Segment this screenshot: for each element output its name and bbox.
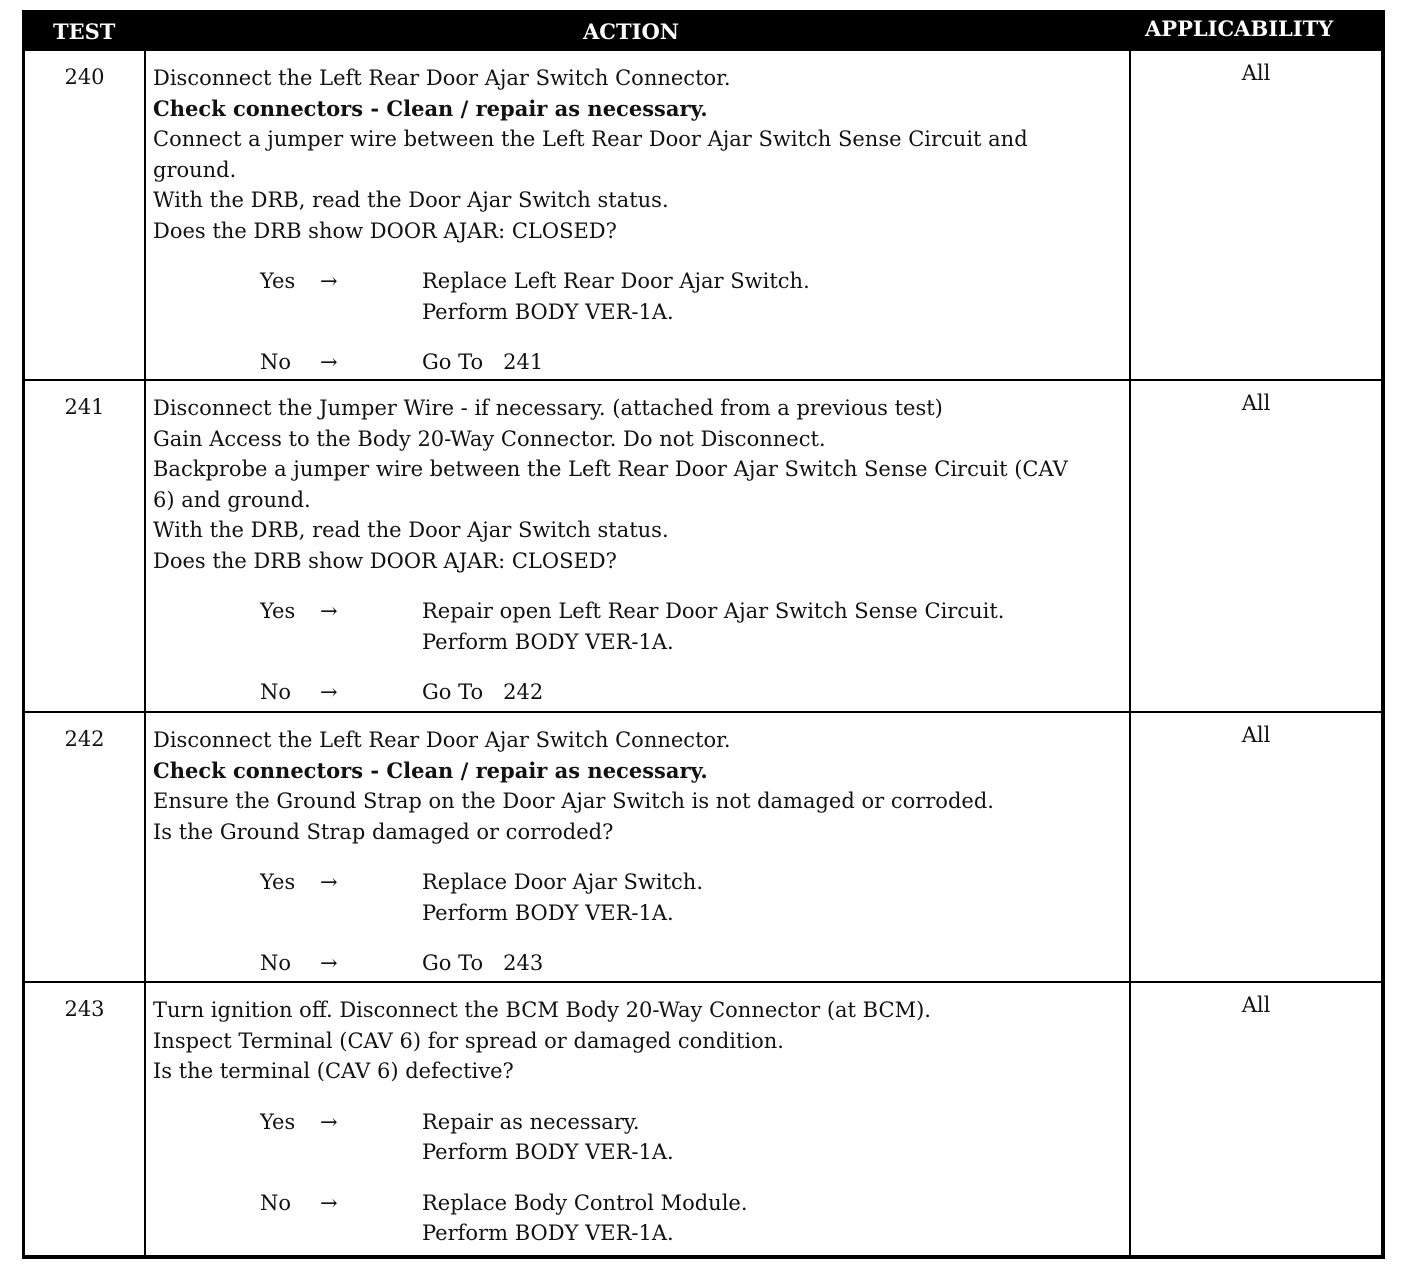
table-row [25, 983, 1381, 1255]
branch-result: Go To 242 [422, 680, 544, 704]
action-cell [153, 725, 1125, 979]
arrow-icon [320, 297, 370, 328]
branch-result: Replace Body Control Module. [422, 1190, 748, 1215]
branch-line [153, 1107, 1125, 1138]
branch-label: No [260, 350, 292, 374]
action-cell [153, 63, 1125, 378]
diagnostic-test-table [22, 10, 1385, 1259]
branch-result: Go To 243 [422, 951, 544, 975]
branch-line [153, 627, 1125, 658]
branch-line [153, 266, 1125, 297]
applicability-value: All [1241, 391, 1271, 415]
branch-label: No [260, 680, 292, 704]
action-instruction: Is the terminal (CAV 6) defective? [153, 1059, 514, 1083]
branch-result: Perform BODY VER-1A. [422, 1221, 674, 1245]
arrow-icon: → [320, 1109, 338, 1134]
branch-label: No [260, 1190, 292, 1215]
branch-line [153, 1218, 1125, 1249]
action-instruction: Disconnect the Left Rear Door Ajar Switch Connector. [153, 66, 731, 90]
arrow-icon: → [320, 599, 338, 623]
header-action: ACTION [583, 19, 679, 44]
branch-line [153, 898, 1125, 929]
branch-result: Repair as necessary. [422, 1109, 640, 1134]
branch-result: Perform BODY VER-1A. [422, 299, 674, 324]
action-instruction: 6) and ground. [153, 487, 311, 512]
arrow-icon [320, 627, 370, 658]
action-instruction: Connect a jumper wire between the Left Rear Door Ajar Switch Sense Circuit and [153, 127, 1028, 151]
arrow-icon: → [320, 951, 338, 975]
arrow-icon: → [320, 680, 338, 704]
arrow-icon: → [320, 1190, 338, 1215]
action-instruction: ground. [153, 157, 237, 182]
applicability-value: All [1241, 723, 1271, 747]
branch-line [153, 1137, 1125, 1168]
branch-line [153, 596, 1125, 627]
action-instruction: Does the DRB show DOOR AJAR: CLOSED? [153, 548, 617, 573]
arrow-icon: → [320, 269, 338, 293]
table-header [25, 13, 1381, 51]
action-instruction-bold: Check connectors - Clean / repair as necessary. [153, 95, 708, 121]
branch-line [153, 677, 1125, 708]
branch-line [153, 948, 1125, 979]
action-instruction: Ensure the Ground Strap on the Door Ajar Switch is not damaged or corroded. [153, 789, 994, 813]
test-number: 242 [64, 727, 105, 751]
action-instruction: Turn ignition off. Disconnect the BCM Body 20-Way Connector (at BCM). [153, 998, 931, 1022]
action-instruction: Disconnect the Jumper Wire - if necessary. (attached from a previous test) [153, 396, 943, 420]
action-instruction: Gain Access to the Body 20-Way Connector. Do not Disconnect. [153, 426, 826, 451]
arrow-icon [320, 1218, 370, 1249]
action-instruction: Does the DRB show DOOR AJAR: CLOSED? [153, 218, 617, 243]
branch-result: Perform BODY VER-1A. [422, 629, 674, 654]
branch-label: Yes [260, 870, 296, 894]
header-test: TEST [53, 19, 116, 44]
yes-branch [153, 596, 1125, 657]
test-number: 240 [64, 65, 105, 89]
branch-line [153, 1188, 1125, 1219]
applicability-value: All [1241, 993, 1271, 1017]
branch-result: Go To 241 [422, 350, 544, 374]
yes-branch [153, 867, 1125, 928]
no-branch [153, 1188, 1125, 1249]
arrow-icon: → [320, 870, 338, 894]
branch-result: Perform BODY VER-1A. [422, 900, 674, 925]
action-instruction: With the DRB, read the Door Ajar Switch status. [153, 518, 669, 542]
branch-result: Perform BODY VER-1A. [422, 1140, 674, 1164]
action-instruction-bold: Check connectors - Clean / repair as necessary. [153, 757, 708, 783]
action-cell [153, 995, 1125, 1249]
branch-label: No [260, 951, 292, 975]
action-instruction: Inspect Terminal (CAV 6) for spread or damaged condition. [153, 1028, 784, 1053]
branch-label: Yes [260, 269, 296, 293]
action-instruction: Backprobe a jumper wire between the Left Rear Door Ajar Switch Sense Circuit (CAV [153, 457, 1068, 481]
test-number: 241 [64, 395, 105, 419]
action-instruction: Is the Ground Strap damaged or corroded? [153, 819, 614, 844]
action-cell [153, 393, 1125, 708]
branch-line [153, 867, 1125, 898]
arrow-icon: → [320, 350, 338, 374]
header-applicability: APPLICABILITY [1145, 16, 1334, 41]
action-instruction: Disconnect the Left Rear Door Ajar Switch Connector. [153, 728, 731, 752]
arrow-icon [320, 1137, 370, 1168]
no-branch [153, 677, 1125, 708]
branch-result: Replace Left Rear Door Ajar Switch. [422, 269, 810, 293]
yes-branch [153, 1107, 1125, 1168]
branch-line [153, 297, 1125, 328]
test-number: 243 [64, 997, 105, 1021]
applicability-value: All [1241, 61, 1271, 85]
no-branch [153, 347, 1125, 378]
branch-label: Yes [260, 599, 296, 623]
branch-line [153, 347, 1125, 378]
branch-label: Yes [260, 1109, 296, 1134]
action-instruction: With the DRB, read the Door Ajar Switch status. [153, 188, 669, 212]
table-row [25, 713, 1381, 983]
table-row [25, 51, 1381, 381]
branch-result: Replace Door Ajar Switch. [422, 870, 704, 894]
no-branch [153, 948, 1125, 979]
branch-result: Repair open Left Rear Door Ajar Switch Sense Circuit. [422, 599, 1005, 623]
arrow-icon [320, 898, 370, 929]
yes-branch [153, 266, 1125, 327]
table-row [25, 381, 1381, 713]
